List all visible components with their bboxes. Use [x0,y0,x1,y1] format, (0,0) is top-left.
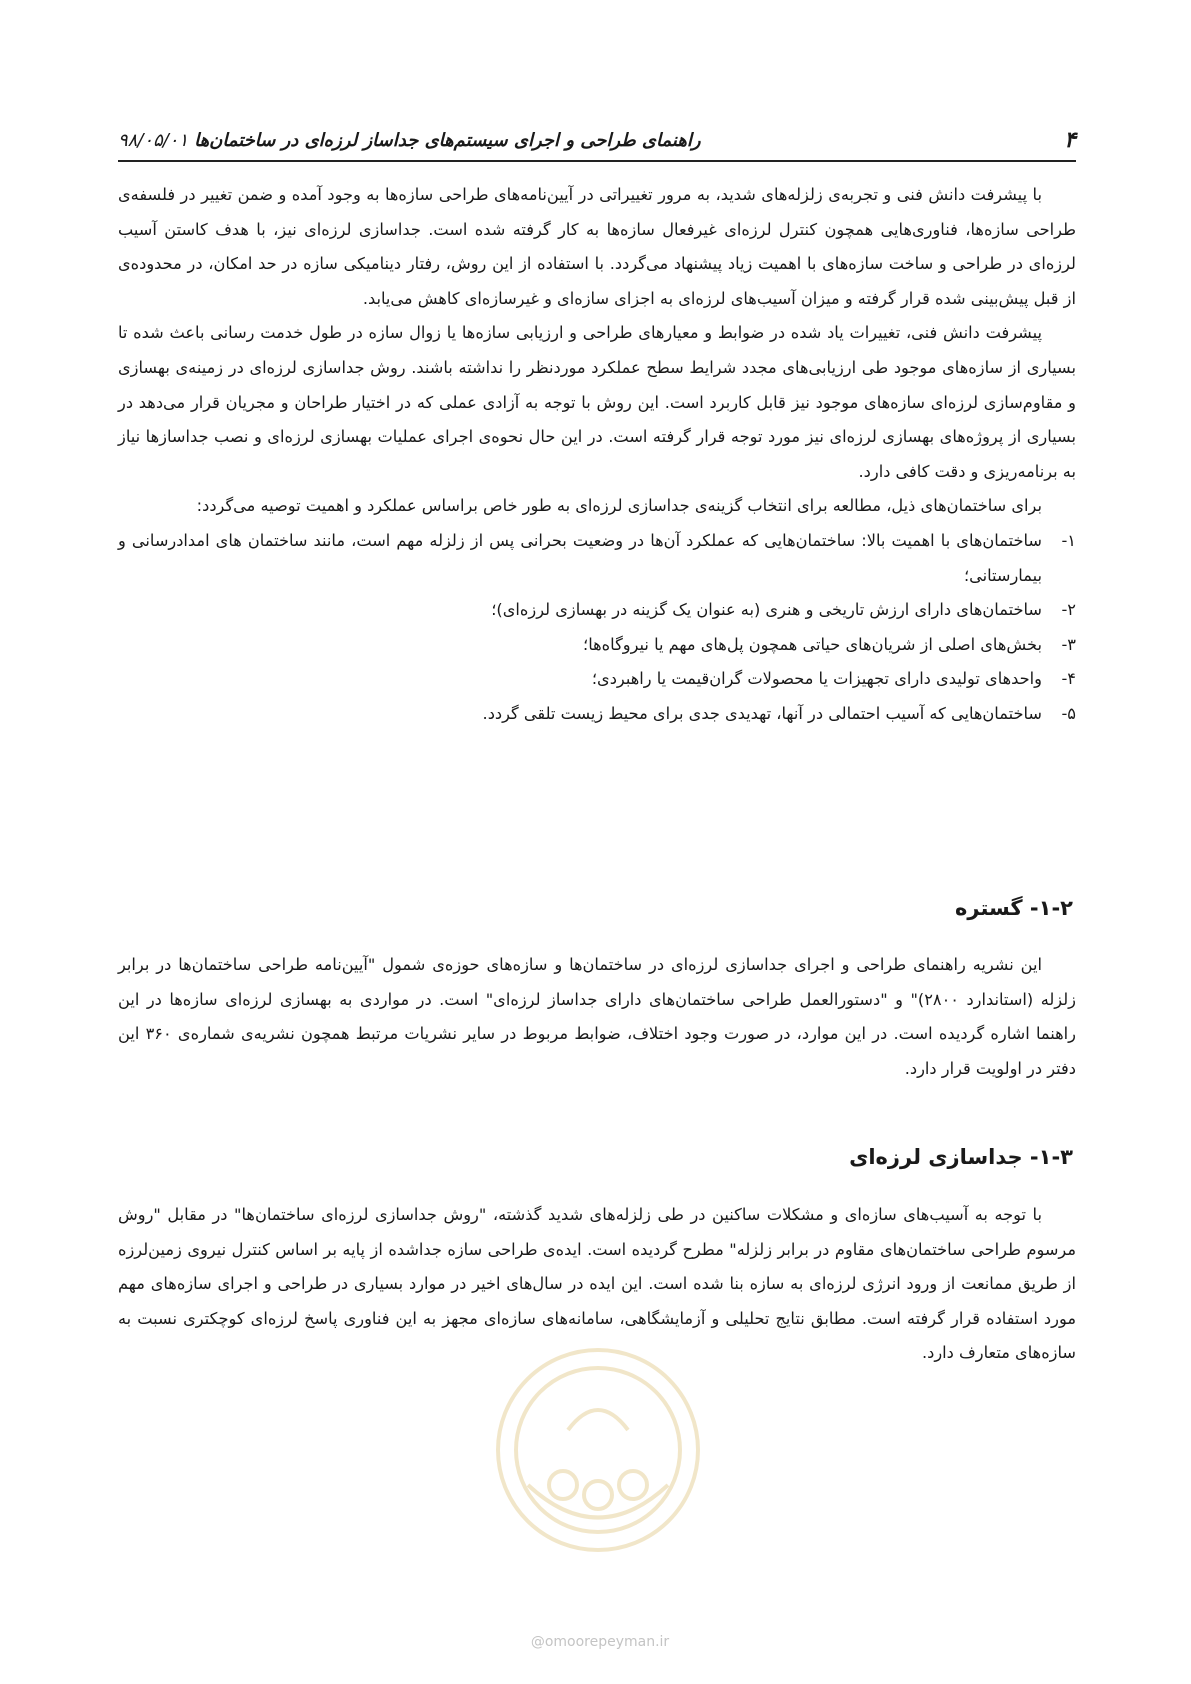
list-text: ساختمان‌های دارای ارزش تاریخی و هنری (به عنوان یک گزینه در بهسازی لرزه‌ای)؛ [491,600,1042,620]
list-item [118,697,1076,732]
watermark-url: @omoorepeyman.ir [530,1634,670,1650]
header-rule [118,160,1076,162]
intro-paragraph-3: برای ساختمان‌های ذیل، مطالعه برای انتخاب گزینه‌ی جداسازی لرزه‌ای به طور خاص براساس عملکرد و اهمیت توصیه می‌گردد: [196,496,1042,516]
header-date: ۹۸/۰۵/۰۱ [118,130,189,151]
scope-block [118,948,1076,1086]
list-text: بخش‌های اصلی از شریان‌های حیاتی همچون پل‌های مهم یا نیروگاه‌ها؛ [583,634,1042,654]
page-header [118,128,1076,158]
list-item [118,662,1076,697]
building-list [118,524,1076,732]
section-heading-scope: ۱-۲- گستره [954,896,1073,920]
intro-paragraph-2: پیشرفت دانش فنی، تغییرات یاد شده در ضوابط و معیارهای طراحی و ارزیابی سازه‌ها یا زوال سازه در طول خدمت رسانی باعث شده تا بسیاری از سازه‌های موجود طی ارزیابی‌های مجدد شرایط سطح عملکرد موردنظر را نداشته باشند. روش جداسازی لرزه‌ای در زمینه‌ی بهسازی و مقاوم‌سازی لرزه‌ای سازه‌های موجود نیز قابل کاربرد است. این روش با توجه به آزادی عملی که در اختیار طراحان و مجریان قرار می‌دهد در بسیاری از پروژه‌های بهسازی لرزه‌ای نیز مورد توجه قرار گرفته است. در این حال نحوه‌ی اجرای عملیات بهسازی لرزه‌ای و نصب جداسازها نیاز به برنامه‌ریزی و دقت کافی دارد. [118,323,1076,481]
list-number: ۳- [1061,634,1076,654]
list-number: ۵- [1061,703,1076,723]
running-title [118,130,701,151]
watermark-seal-icon [483,1335,713,1565]
list-number: ۴- [1061,669,1076,689]
list-item [118,524,1076,593]
list-number: ۱- [1061,530,1076,550]
list-item [118,628,1076,663]
list-text: ساختمان‌های با اهمیت بالا: ساختمان‌هایی که عملکرد آن‌ها در وضعیت بحرانی پس از زلزله مهم است، مانند ساختمان های امدادرسانی و بیمارستانی؛ [118,530,1042,585]
list-text: واحدهای تولیدی دارای تجهیزات یا محصولات گران‌قیمت یا راهبردی؛ [591,669,1042,689]
isolation-paragraph: با توجه به آسیب‌های سازه‌ای و مشکلات ساکنین در طی زلزله‌های شدید گذشته، "روش جداسازی لرزه‌ای ساختمان‌ها" در مقابل "روش مرسوم طراحی ساختمان‌های مقاوم در برابر زلزله" مطرح گردیده است. ایده‌ی طراحی سازه جداشده از پایه بر اساس کنترل نیروی زمین‌لرزه از طریق ممانعت از ورود انرژی لرزه‌ای به سازه بنا شده است. این ایده در سال‌های اخیر در موارد بسیاری در طراحی و اجرای سازه‌های مهم مورد استفاده قرار گرفته است. مطابق نتایج تحلیلی و آزمایشگاهی، سامانه‌های سازه‌ای مجهز به این فناوری پاسخ لرزه‌ای کوچکتری نسبت به سازه‌های متعارف دارد. [118,1205,1076,1363]
intro-block [118,178,1076,732]
header-title: راهنمای طراحی و اجرای سیستم‌های جداساز لرزه‌ای در ساختمان‌ها [194,130,701,151]
scope-paragraph: این نشریه راهنمای طراحی و اجرای جداسازی لرزه‌ای در ساختمان‌ها و سازه‌های حوزه‌ی شمول "آیین‌نامه طراحی ساختمان‌ها در برابر زلزله (استاندارد ۲۸۰۰)" و "دستورالعمل طراحی ساختمان‌های دارای جداساز لرزه‌ای" است. در مواردی به بهسازی لرزه‌ای سازه‌ها در این راهنما اشاره گردیده است. در این موارد، در صورت وجود اختلاف، ضوابط مربوط در سایر نشریات مرتبط همچون نشریه‌ی شماره‌ی ۳۶۰ این دفتر در اولویت قرار دارد. [118,955,1076,1078]
list-item [118,593,1076,628]
list-text: ساختمان‌هایی که آسیب احتمالی در آنها، تهدیدی جدی برای محیط زیست تلقی گردد. [482,703,1042,723]
intro-paragraph-1: با پیشرفت دانش فنی و تجربه‌ی زلزله‌های شدید، به مرور تغییراتی در آیین‌نامه‌های طراحی سازه‌ها به وجود آمده و ضمن تغییر در فلسفه‌ی طراحی سازه‌ها، فناوری‌هایی همچون کنترل لرزه‌ای غیرفعال سازه‌ها به کار گرفته شده است. جداسازی لرزه‌ای نیز، با هدف کاستن آسیب لرزه‌ای در طراحی و ساخت سازه‌های با اهمیت زیاد پیشنهاد می‌گردد. با استفاده از این روش، رفتار دینامیکی سازه در حد امکان، در محدوده‌ی از قبل پیش‌بینی شده قرار گرفته و میزان آسیب‌های لرزه‌ای به اجزای سازه‌ای و غیرسازه‌ای کاهش می‌یابد. [118,185,1076,308]
list-number: ۲- [1061,600,1076,620]
page-number: ۴ [1064,128,1076,153]
section-heading-isolation: ۱-۳- جداسازی لرزه‌ای [849,1145,1073,1169]
